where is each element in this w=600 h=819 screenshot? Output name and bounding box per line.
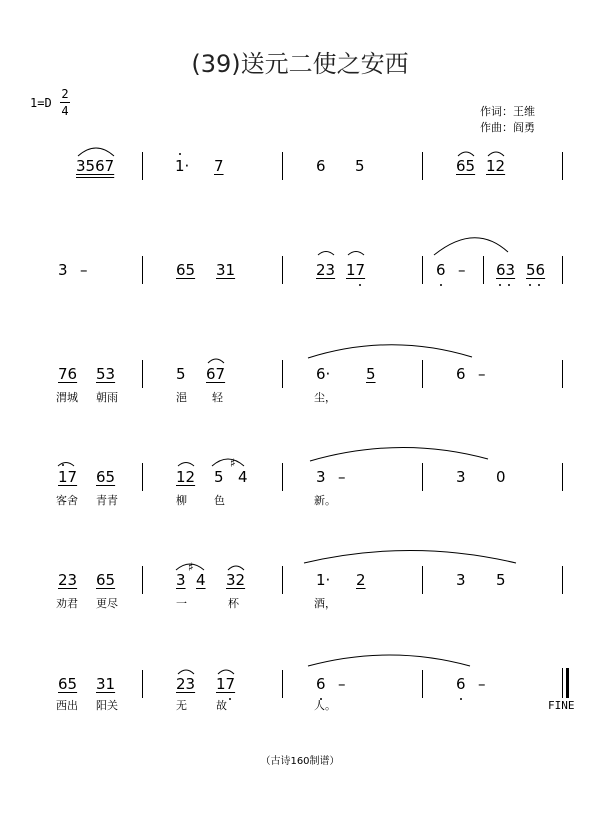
dash: –: [478, 365, 486, 383]
barline: [142, 360, 143, 388]
lyric: 一: [176, 597, 187, 610]
note: 7: [214, 157, 224, 175]
octave-dot-low: [460, 698, 462, 700]
rest: 0: [496, 468, 506, 486]
lyric: 渭城: [56, 391, 78, 404]
note-group: 12: [176, 468, 196, 486]
note: 3: [316, 468, 326, 486]
slur: [304, 551, 516, 564]
barline: [562, 463, 563, 491]
lyric: 青青: [96, 494, 118, 507]
note-group: 3567: [76, 157, 115, 175]
lyric: 酒，: [314, 597, 336, 610]
slur: [218, 670, 234, 674]
lyric: 阳关: [96, 699, 118, 712]
barline: [422, 360, 423, 388]
barline: [282, 360, 283, 388]
barline: [282, 256, 283, 284]
note-group: 63: [496, 261, 516, 279]
barline: [142, 152, 143, 180]
barline: [282, 152, 283, 180]
note-group: 31: [216, 261, 236, 279]
lyric: 西出: [56, 699, 78, 712]
note: 3: [58, 261, 68, 279]
footer-note: （古诗160制谱）: [260, 756, 340, 767]
lyric: 更尽: [96, 597, 118, 610]
slur: [212, 459, 244, 466]
note-group: 23: [58, 571, 78, 589]
octave-dot-low: [499, 284, 501, 286]
octave-dot-low: [538, 284, 540, 286]
lyric: 浥: [176, 391, 187, 404]
lyric: 柳: [176, 494, 187, 507]
fine-mark: FINE: [548, 699, 575, 712]
note-group: 12: [486, 157, 506, 175]
note-group: 67: [206, 365, 226, 383]
barline: [483, 256, 484, 284]
slur: [434, 238, 508, 255]
note: 3: [456, 468, 466, 486]
octave-dot-low: [529, 284, 531, 286]
barline: [562, 152, 563, 180]
slur: [228, 566, 244, 570]
note-group: 23: [176, 675, 196, 693]
barline: [562, 360, 563, 388]
barline: [142, 463, 143, 491]
lyric: 轻: [212, 391, 223, 404]
note: 6·: [316, 365, 331, 383]
note-group: 53: [96, 365, 116, 383]
note: 1·: [316, 571, 331, 589]
barline: [422, 463, 423, 491]
slur: [178, 670, 194, 674]
slur: [308, 655, 470, 666]
note-group: 65: [456, 157, 476, 175]
barline: [422, 670, 423, 698]
lyric: 色: [214, 494, 225, 507]
barline: [422, 152, 423, 180]
slur: [488, 152, 504, 156]
composer-credit: 作曲：阎勇: [480, 121, 535, 134]
dash: –: [338, 468, 346, 486]
note-group: 23: [316, 261, 336, 279]
key-signature: 1=D: [30, 96, 52, 110]
lyric: 新。: [314, 494, 336, 507]
note-group: 65: [96, 468, 116, 486]
barline: [282, 463, 283, 491]
note: 3: [456, 571, 466, 589]
note: 6: [316, 157, 326, 175]
slur: [308, 345, 472, 358]
note: 6: [456, 675, 466, 693]
lyric: 劝君: [56, 597, 78, 610]
note: 6: [456, 365, 466, 383]
octave-dot-high: [179, 153, 181, 155]
note: 6: [436, 261, 446, 279]
slur: [310, 447, 488, 461]
note-group: 65: [58, 675, 78, 693]
barline: [562, 566, 563, 594]
barline: [422, 566, 423, 594]
lyric: 杯: [228, 597, 239, 610]
note-group: 31: [96, 675, 116, 693]
octave-dot-low: [508, 284, 510, 286]
lyric: 故: [216, 699, 227, 712]
final-barline-thick: [566, 668, 569, 698]
note: 2: [356, 571, 366, 589]
octave-dot-low: [359, 284, 361, 286]
song-title: (39)送元二使之安西: [191, 50, 409, 78]
barline: [142, 256, 143, 284]
slur: [178, 463, 194, 467]
slur: [348, 252, 364, 256]
lyric: 客舍: [56, 494, 78, 507]
note-group: 17: [346, 261, 366, 279]
slur: [58, 463, 74, 467]
dash: –: [80, 261, 88, 279]
lyric: 朝雨: [96, 391, 118, 404]
note: 4: [196, 571, 206, 589]
note: 5: [496, 571, 506, 589]
note-group: 76: [58, 365, 78, 383]
barline: [282, 670, 283, 698]
slur: [458, 152, 474, 156]
slur: [78, 148, 114, 156]
note-group: 65: [176, 261, 196, 279]
time-signature-top: 2: [61, 87, 69, 101]
dash: –: [338, 675, 346, 693]
octave-dot-high: [62, 464, 64, 466]
octave-dot-low: [229, 698, 231, 700]
note: 4: [238, 468, 248, 486]
slur: [318, 252, 334, 256]
note-group: 65: [96, 571, 116, 589]
barline: [562, 256, 563, 284]
note-group: 32: [226, 571, 246, 589]
note: 5: [214, 468, 224, 486]
lyric: 人。: [314, 699, 336, 712]
note-group: 17: [216, 675, 236, 693]
note: 5: [366, 365, 376, 383]
dash: –: [478, 675, 486, 693]
dash: –: [458, 261, 466, 279]
note-group: 17: [58, 468, 78, 486]
note: 6: [316, 675, 326, 693]
note: 1·: [175, 157, 190, 175]
lyric: 尘，: [314, 391, 336, 404]
final-barline-thin: [562, 668, 563, 698]
time-signature-bottom: 4: [61, 104, 69, 118]
lyricist-credit: 作词：王维: [480, 105, 535, 118]
barline: [422, 256, 423, 284]
sharp-sign: ♯: [188, 560, 194, 574]
note: 5: [355, 157, 365, 175]
slur: [208, 359, 224, 363]
note-group: 56: [526, 261, 546, 279]
lyric: 无: [176, 699, 187, 712]
note: 3: [176, 571, 186, 589]
barline: [282, 566, 283, 594]
barline: [142, 670, 143, 698]
octave-dot-low: [440, 284, 442, 286]
sharp-sign: ♯: [230, 456, 236, 470]
note: 5: [176, 365, 186, 383]
barline: [142, 566, 143, 594]
